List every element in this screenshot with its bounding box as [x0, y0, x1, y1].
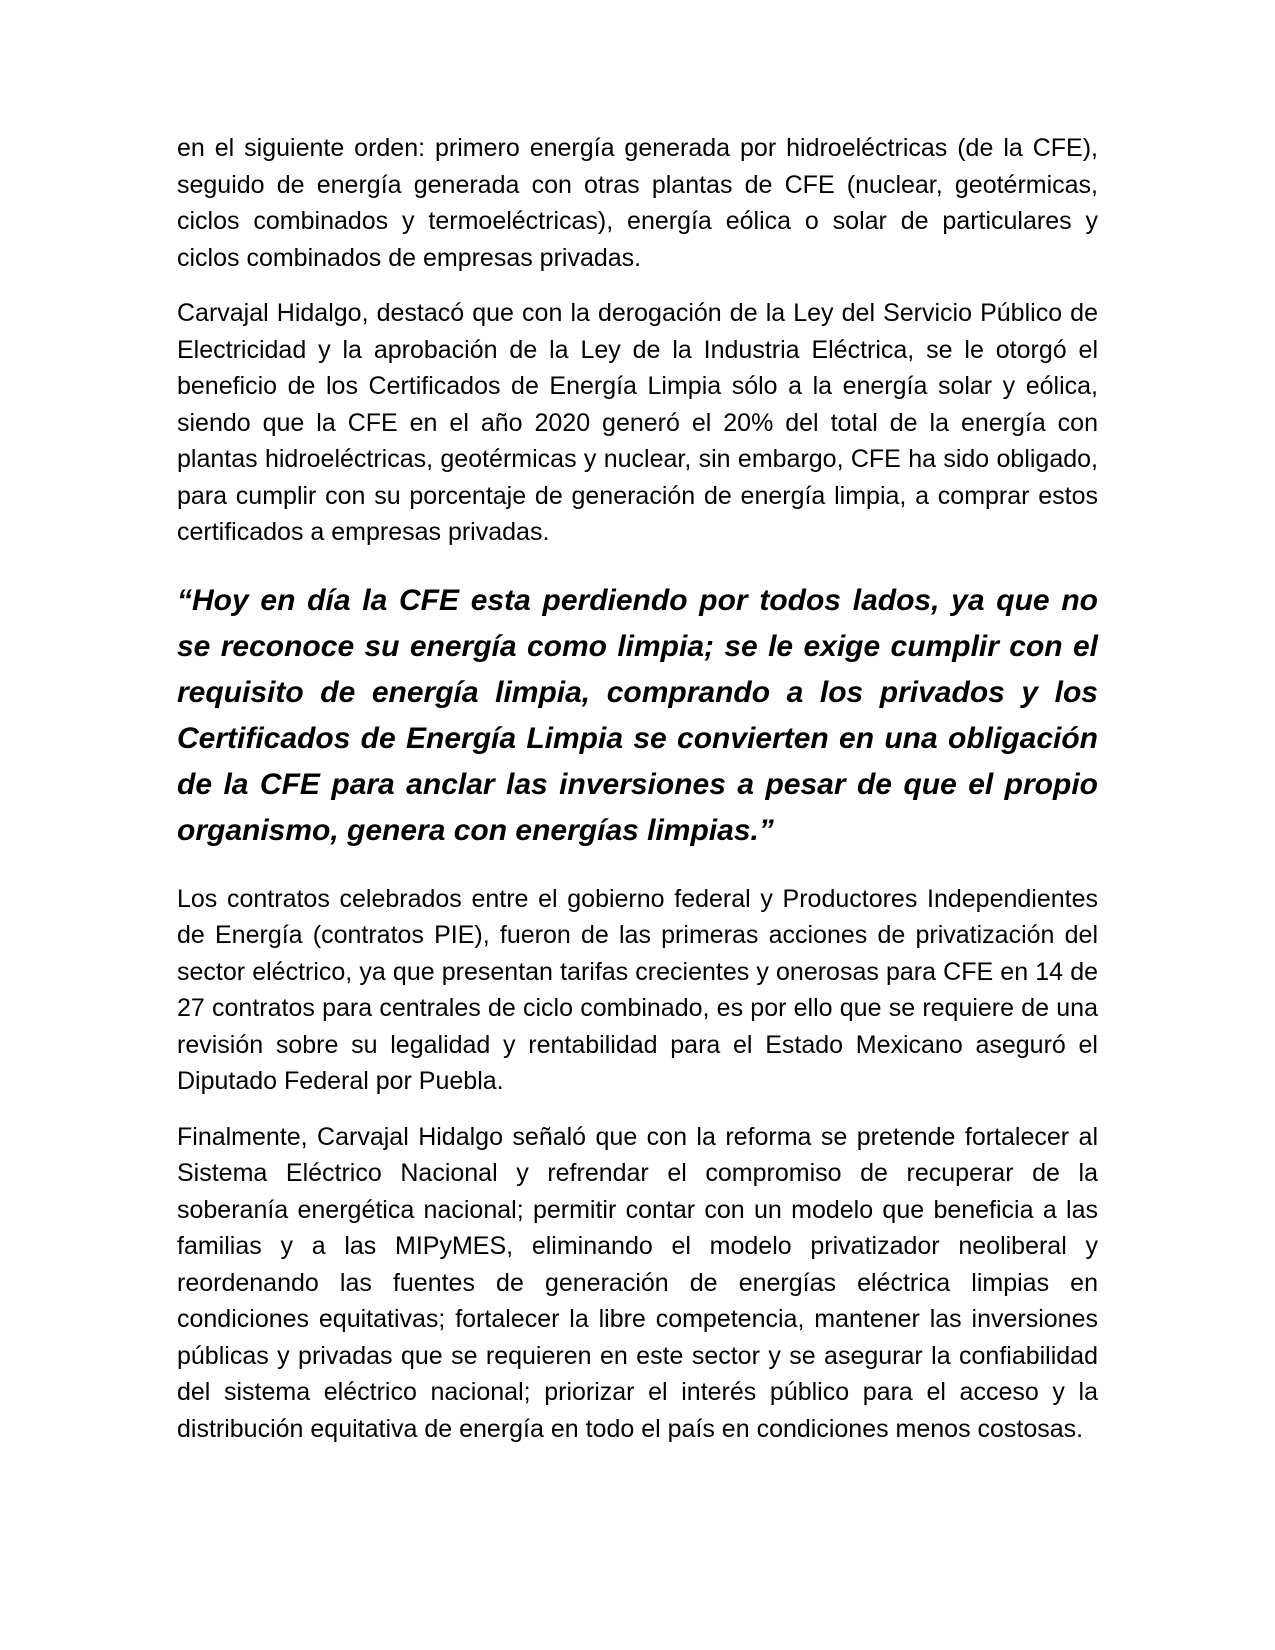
paragraph-finalmente-reforma: Finalmente, Carvajal Hidalgo señaló que con la reforma se pretende fortalecer al Sistema Eléctrico Nacional y refrendar el compromiso de recuperar de la soberanía energética nacional; permitir contar con un modelo que beneficia a las familias y a las MIPyMES, eliminando el modelo privatizador neoliberal y reordenando las fuentes de generación de energías eléctrica limpias en condiciones equitativas; fortalecer la libre competencia, mantener las inversiones públicas y privadas que se requieren en este sector y se asegurar la confiabilidad del sistema eléctrico nacional; priorizar el interés público para el acceso y la distribución equitativa de energía en todo el país en condiciones menos costosas.: [177, 1122, 1098, 1443]
paragraph-contratos-pie: Los contratos celebrados entre el gobierno federal y Productores Independientes de Energía (contratos PIE), fueron de las primeras acciones de privatización del sector eléctrico, ya que presentan tarifas crecientes y onerosas para CFE en 14 de 27 contratos para centrales de ciclo combinado, es por ello que se requiere de una revisión sobre su legalidad y rentabilidad para el Estado Mexicano aseguró el Diputado Federal por Puebla.: [177, 884, 1098, 1095]
pull-quote-cfe-perdiendo: “Hoy en día la CFE esta perdiendo por todos lados, ya que no se reconoce su energía como limpia; se le exige cumplir con el requisito de energía limpia, comprando a los privados y los Certificados de Energía Limpia se convierten en una obligación de la CFE para anclar las inversiones a pesar de que el propio organismo, genera con energías limpias.”: [177, 583, 1098, 847]
paragraph-continuation-generation-order: en el siguiente orden: primero energía generada por hidroeléctricas (de la CFE), seguido de energía generada con otras plantas de CFE (nuclear, geotérmicas, ciclos combinados y termoeléctricas), energía eólica o solar de particulares y ciclos combinados de empresas privadas.: [177, 134, 1098, 272]
paragraph-carvajal-certificados: Carvajal Hidalgo, destacó que con la derogación de la Ley del Servicio Público de Electricidad y la aprobación de la Ley de la Industria Eléctrica, se le otorgó el beneficio de los Certificados de Energía Limpia sólo a la energía solar y eólica, siendo que la CFE en el año 2020 generó el 20% del total de la energía con plantas hidroeléctricas, geotérmicas y nuclear, sin embargo, CFE ha sido obligado, para cumplir con su porcentaje de generación de energía limpia, a comprar estos certificados a empresas privadas.: [177, 299, 1098, 546]
